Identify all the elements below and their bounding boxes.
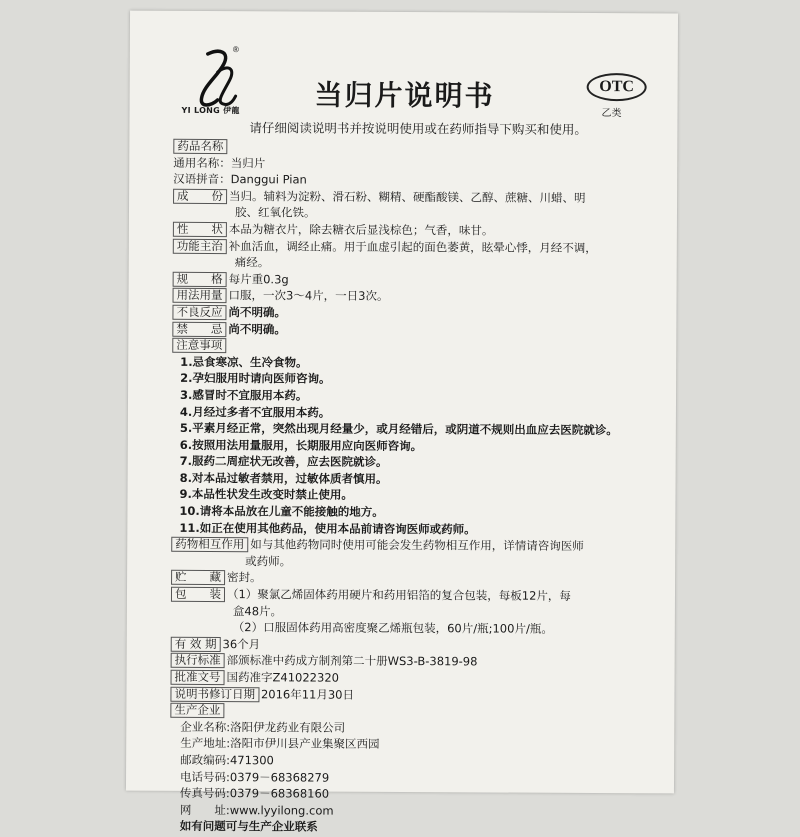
section-indications: 功能主治 <box>173 238 227 253</box>
section-description: 性 状 <box>173 222 227 237</box>
interactions-line2: 或药师。 <box>245 554 292 569</box>
interactions-line1: 如与其他药物同时使用可能会发生药物相互作用，详情请咨询医师 <box>250 537 584 554</box>
section-storage: 贮 藏 <box>171 570 225 585</box>
contraindications-value: 尚不明确。 <box>228 321 286 336</box>
adverse-value: 尚不明确。 <box>228 305 287 320</box>
indications-line2: 痛经。 <box>234 255 270 270</box>
section-interactions: 药物相互作用 <box>171 537 248 552</box>
validity-value: 36个月 <box>222 636 261 652</box>
brand-logo-icon <box>194 46 240 110</box>
manufacturer-contact: 如有问题可与生产企业联系 <box>179 819 318 834</box>
storage-value: 密封。 <box>227 570 262 585</box>
generic-name-value: 当归片 <box>230 155 266 170</box>
dosage-value: 口服，一次3～4片，一日3次。 <box>228 288 389 304</box>
precaution-item: 8.对本品过敏者禁用，过敏体质者慎用。 <box>179 470 388 486</box>
section-specification: 规 格 <box>173 272 227 287</box>
ingredients-line1: 当归。辅料为淀粉、滑石粉、糊精、硬酯酸镁、乙醇、蔗糖、川蜡、明 <box>229 188 586 205</box>
precaution-item: 9.本品性状发生改变时禁止使用。 <box>179 487 353 503</box>
section-adverse-reactions: 不良反应 <box>172 305 226 320</box>
approval-value: 国药准字Z41022320 <box>226 670 340 685</box>
indications-line1: 补血活血，调经止痛。用于血虚引起的面色萎黄，眩晕心悸，月经不调， <box>228 238 597 255</box>
leaflet-paper <box>126 11 678 834</box>
section-precautions: 注意事项 <box>172 338 226 353</box>
section-dosage: 用法用量 <box>173 288 227 303</box>
generic-name-row: 通用名称：当归片 <box>173 155 266 170</box>
precaution-item: 2.孕妇服用时请向医师咨询。 <box>180 371 331 386</box>
packaging-line2: 盒48片。 <box>232 603 283 618</box>
section-revision-date: 说明书修订日期 <box>170 686 259 701</box>
subtitle-instruction: 请仔细阅读说明书并按说明使用或在药师指导下购买和使用。 <box>249 120 587 137</box>
description-value: 本品为糖衣片，除去糖衣后显浅棕色；气香，味甘。 <box>228 222 494 238</box>
ingredients-line2: 胶、红氧化铁。 <box>234 205 316 220</box>
precaution-item: 11.如正在使用其他药品，使用本品前请咨询医师或药师。 <box>179 520 476 537</box>
pinyin-row: 汉语拼音：Danggui Pian <box>173 171 307 187</box>
precaution-item: 1.忌食寒凉、生冷食物。 <box>180 354 308 370</box>
otc-badge: OTC <box>587 73 647 101</box>
manufacturer-website: 网 址:www.lyyilong.com <box>179 802 334 818</box>
precaution-item: 4.月经过多者不宜服用本药。 <box>179 404 331 420</box>
packaging-line1: （1）聚氯乙烯固体药用硬片和药用铝箔的复合包装，每板12片，每 <box>226 587 571 603</box>
precaution-item: 6.按照用法用量服用，长期服用应向医师咨询。 <box>179 437 423 453</box>
section-drug-name: 药品名称 <box>173 139 227 154</box>
page-title: 当归片说明书 <box>314 78 495 113</box>
standard-value: 部颁标准中药成方制剂第二十册WS3-B-3819-98 <box>226 653 478 669</box>
section-packaging: 包 装 <box>171 587 225 602</box>
section-validity: 有 效 期 <box>171 637 221 652</box>
specification-value: 每片重0.3g <box>228 271 289 287</box>
section-contraindications: 禁 忌 <box>172 321 226 336</box>
precaution-item: 3.感冒时不宜服用本药。 <box>179 387 308 403</box>
registered-mark: ® <box>231 45 240 55</box>
precaution-item: 10.请将本品放在儿童不能接触的地方。 <box>179 503 384 519</box>
manufacturer-fax: 传真号码:0379－68368160 <box>179 785 330 801</box>
revision-value: 2016年11月30日 <box>260 686 355 702</box>
manufacturer-postcode: 邮政编码:471300 <box>180 752 274 768</box>
section-ingredients: 成 份 <box>173 189 227 204</box>
section-manufacturer: 生产企业 <box>170 703 224 718</box>
leaflet-content <box>170 138 664 837</box>
pinyin-value: Danggui Pian <box>230 172 307 187</box>
manufacturer-address: 生产地址:洛阳市伊川县产业集聚区西园 <box>180 736 380 752</box>
manufacturer-phone: 电话号码:0379－68368279 <box>179 769 330 785</box>
manufacturer-name: 企业名称:洛阳伊龙药业有限公司 <box>180 719 346 735</box>
brand-logo-text: YI LONG 伊龍 <box>181 105 240 116</box>
otc-category: 乙类 <box>601 108 622 120</box>
packaging-line3: （2）口服固体药用高密度聚乙烯瓶包装，60片/瓶;100片/瓶。 <box>232 620 553 637</box>
precaution-item: 5.平素月经正常，突然出现月经量少，或月经错后，或阴道不规则出血应去医院就诊。 <box>179 420 618 438</box>
section-approval: 批准文号 <box>171 670 225 685</box>
section-standard: 执行标准 <box>171 653 225 668</box>
precaution-item: 7.服药二周症状无改善，应去医院就诊。 <box>179 454 388 470</box>
